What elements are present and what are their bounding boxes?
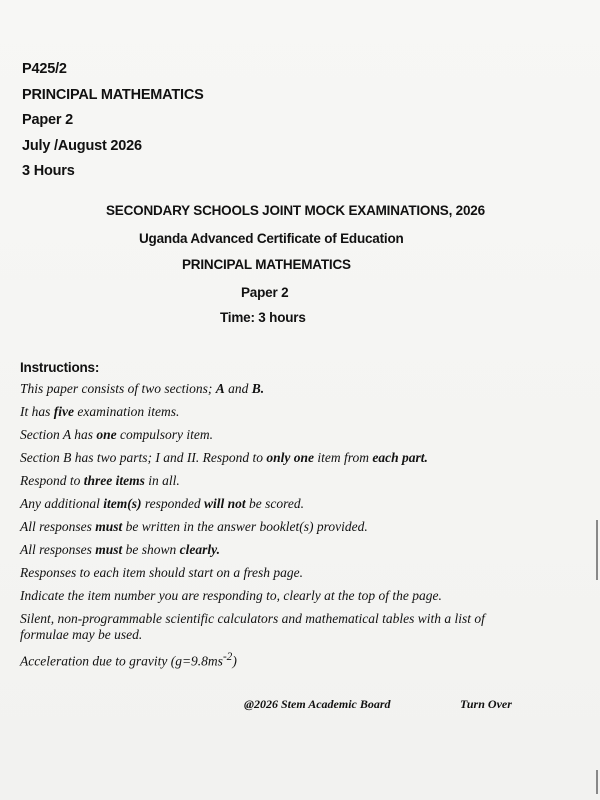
instruction-item: All responses must be written in the answer booklet(s) provided. [20,519,368,534]
instruction-item: Responses to each item should start on a fresh page. [20,565,303,580]
instruction-item: Acceleration due to gravity $(g=9.8ms^{-2})$ [20,650,237,668]
instruction-item: All responses must be shown clearly. [20,542,220,557]
time-allowed: Time: 3 hours [220,310,306,325]
paper-header [22,57,204,185]
scan-edge-mark [596,520,598,580]
instructions-list [20,381,560,669]
instruction-item: This paper consists of two sections; A and B. [20,381,265,396]
instruction-item: Respond to three items in all. [20,473,180,488]
header-duration: 3 Hours [22,163,75,179]
header-session: July /August 2026 [22,137,142,154]
exam-title: SECONDARY SCHOOLS JOINT MOCK EXAMINATIONS, 2026 [106,203,485,218]
paper-title: Paper 2 [241,285,289,300]
subject-title: PRINCIPAL MATHEMATICS [182,257,351,272]
instruction-item: Any additional item(s) responded will not be scored. [20,496,304,511]
instruction-item: Section A has one compulsory item. [20,427,213,442]
header-subject: PRINCIPAL MATHEMATICS [22,86,204,103]
header-paper: Paper 2 [22,112,73,128]
certificate-title: Uganda Advanced Certificate of Education [139,231,404,246]
instructions-heading: Instructions: [20,360,100,375]
instruction-item: It has five examination items. [20,404,180,419]
copyright-board: @2026 Stem Academic Board [244,697,391,711]
instruction-item: Indicate the item number you are responding to, clearly at the top of the page. [20,588,442,603]
instructions-section [20,360,560,676]
instruction-item: Section B has two parts; I and II. Respond to only one item from each part. [20,450,428,465]
turn-over-label: Turn Over [460,697,512,711]
paper-code: P425/2 [22,61,67,77]
instruction-item: Silent, non-programmable scientific calculators and mathematical tables with a list of formulae may be used. [20,611,485,642]
scan-edge-mark [596,770,598,794]
